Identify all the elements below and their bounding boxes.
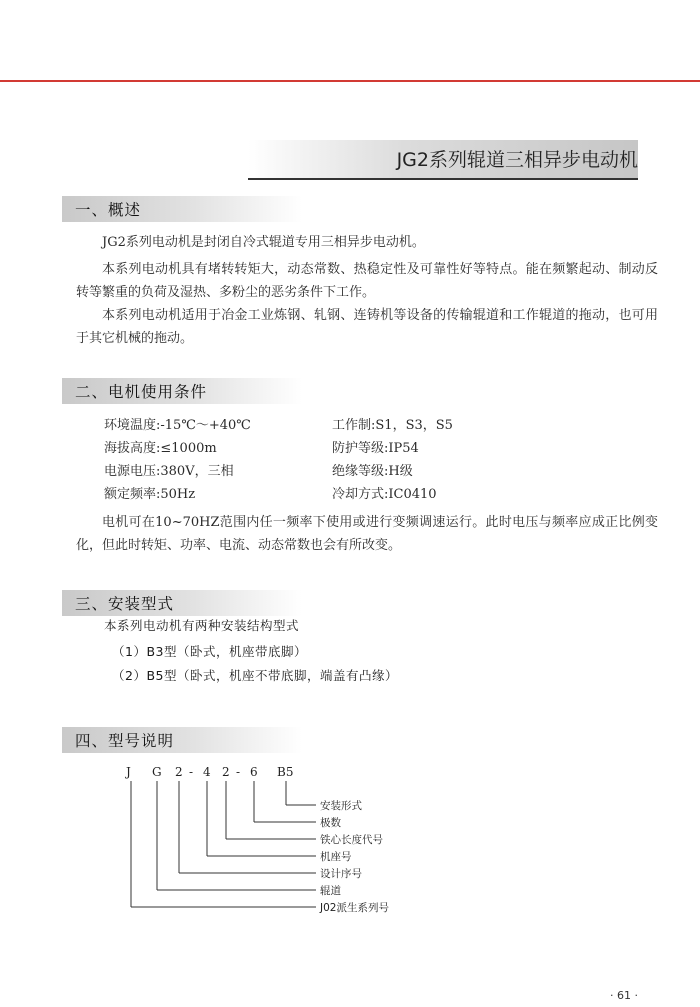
mounting-intro: 本系列电动机有两种安装结构型式 xyxy=(104,618,300,633)
condition-voltage: 电源电压:380V，三相 xyxy=(104,464,234,479)
section-heading-overview: 一、概述 xyxy=(75,201,142,219)
condition-duty: 工作制:S1，S3，S5 xyxy=(332,418,453,433)
model-char-g: G xyxy=(152,765,162,779)
page-title: JG2系列辊道三相异步电动机 xyxy=(396,149,638,171)
model-char-4: 4 xyxy=(203,765,211,779)
section-heading-conditions: 二、电机使用条件 xyxy=(75,383,208,401)
legend-poles: 极数 xyxy=(320,817,341,829)
condition-altitude: 海拔高度:≤1000m xyxy=(104,441,217,456)
model-char-2: 2 xyxy=(175,765,183,779)
conditions-note: 电机可在10~70HZ范围内任一频率下使用或进行变频调速运行。此时电压与频率应成正比例变化，但此时转矩、功率、电流、动态常数也会有所改变。 xyxy=(76,515,658,553)
section-heading-model: 四、型号说明 xyxy=(75,732,175,750)
condition-frequency: 额定频率:50Hz xyxy=(104,487,196,502)
legend-series: J02派生系列号 xyxy=(320,902,389,914)
condition-cooling: 冷却方式:IC0410 xyxy=(332,487,437,502)
mounting-item-b3: （1）B3型（卧式，机座带底脚） xyxy=(112,644,307,659)
condition-ambient-temp: 环境温度:-15℃～+40℃ xyxy=(104,418,251,433)
model-char-b5: B5 xyxy=(277,765,294,779)
mounting-item-b5: （2）B5型（卧式，机座不带底脚，端盖有凸缘） xyxy=(112,668,398,683)
legend-mounting-form: 安装形式 xyxy=(320,800,362,812)
legend-core-length: 铁心长度代号 xyxy=(320,834,383,846)
overview-paragraph-1: JG2系列电动机是封闭自冷式辊道专用三相异步电动机。 xyxy=(102,235,425,250)
model-char-2b: 2 xyxy=(222,765,230,779)
page-number: · 61 · xyxy=(610,989,638,1002)
condition-protection: 防护等级:IP54 xyxy=(332,441,419,456)
legend-roller: 辊道 xyxy=(320,885,341,897)
condition-insulation: 绝缘等级:H级 xyxy=(332,464,413,479)
model-char-6: 6 xyxy=(250,765,258,779)
overview-paragraph-3: 本系列电动机适用于冶金工业炼钢、轧钢、连铸机等设备的传输辊道和工作辊道的拖动，也可用于其它机械的拖动。 xyxy=(76,308,658,346)
overview-paragraph-2: 本系列电动机具有堵转转矩大，动态常数、热稳定性及可靠性好等特点。能在频繁起动、制动反转等繁重的负荷及湿热、多粉尘的恶劣条件下工作。 xyxy=(76,262,658,300)
model-char-dash-1: - xyxy=(189,765,194,779)
legend-design-no: 设计序号 xyxy=(320,868,362,880)
model-char-j: J xyxy=(126,765,131,779)
legend-frame-no: 机座号 xyxy=(320,851,352,863)
model-char-dash-2: - xyxy=(236,765,241,779)
section-heading-mounting: 三、安装型式 xyxy=(75,595,175,613)
